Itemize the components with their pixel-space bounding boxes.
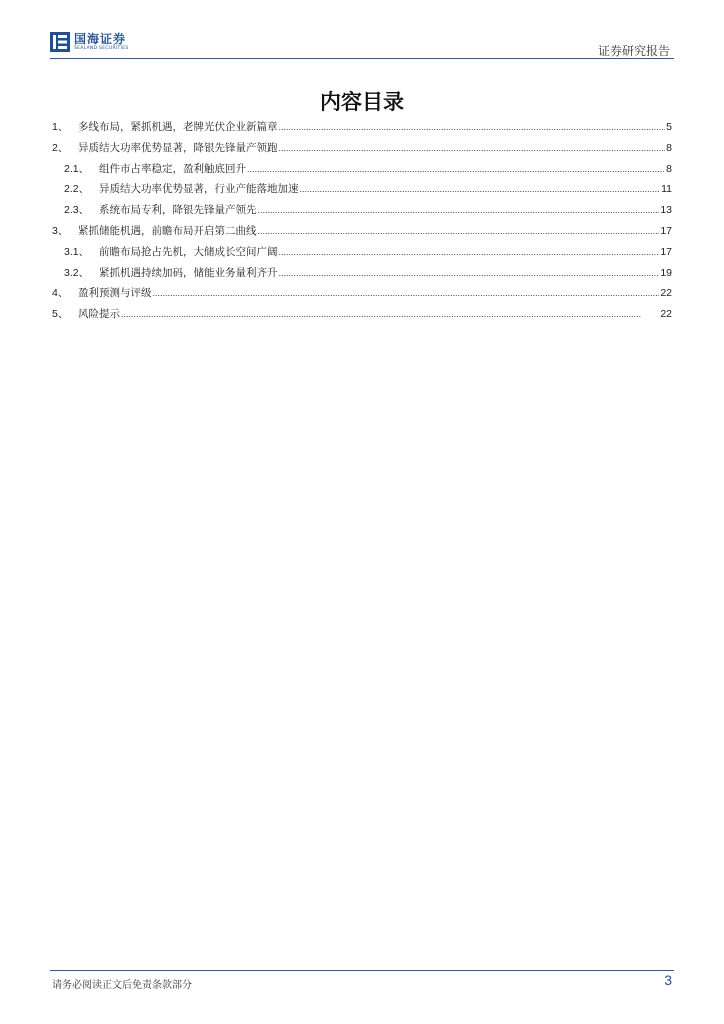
toc-entry-title: 风险提示 xyxy=(78,308,120,321)
toc-entry-number: 3.1、 xyxy=(64,245,90,258)
toc-entry-number: 1、 xyxy=(52,121,69,133)
toc-entry-page: 22 xyxy=(660,287,672,300)
toc-leader-dots xyxy=(300,184,661,194)
toc-leader-dots xyxy=(247,164,665,174)
company-logo xyxy=(50,32,129,52)
toc-entry-number: 3.2、 xyxy=(64,266,90,279)
toc-entry-page: 13 xyxy=(660,204,672,217)
toc-entry-number: 2.3、 xyxy=(64,204,90,217)
report-type-label: 证券研究报告 xyxy=(597,44,670,58)
toc-entry-page: 8 xyxy=(666,141,672,154)
toc-entry[interactable] xyxy=(52,223,672,244)
toc-subentry[interactable] xyxy=(52,181,672,202)
toc-entry[interactable] xyxy=(52,306,672,327)
toc-entry-title: 组件市占率稳定，盈利触底回升 xyxy=(99,162,246,175)
toc-entry-title: 异质结大功率优势显著，降银先锋量产领跑 xyxy=(78,141,278,154)
toc-leader-dots xyxy=(279,247,660,257)
toc-subentry[interactable] xyxy=(52,161,672,182)
page-number: 3 xyxy=(664,972,672,988)
toc-entry-page: 19 xyxy=(660,266,672,279)
toc-entry-number: 2.1、 xyxy=(64,162,90,175)
toc-entry-number: 5、 xyxy=(52,308,69,321)
toc-entry-number: 4、 xyxy=(52,287,69,300)
toc-leader-dots xyxy=(121,309,659,319)
logo-chinese-name: 国海证券 xyxy=(74,31,127,46)
toc-title: 内容目录 xyxy=(320,89,404,114)
toc-leader-dots xyxy=(279,122,666,132)
toc-subentry[interactable] xyxy=(52,244,672,265)
toc-subentry[interactable] xyxy=(52,202,672,223)
toc-entry-title: 系统布局专利，降银先锋量产领先 xyxy=(99,204,257,217)
toc-entry-page: 22 xyxy=(660,308,672,321)
page-header xyxy=(50,28,674,62)
toc-entry-page: 17 xyxy=(660,224,672,237)
toc-entry-title: 紧抓储能机遇，前瞻布局开启第二曲线 xyxy=(78,224,257,237)
toc-entry[interactable] xyxy=(52,140,672,161)
toc-leader-dots xyxy=(258,205,660,215)
toc-leader-dots xyxy=(279,143,666,153)
toc-leader-dots xyxy=(279,268,660,278)
sealand-logo-icon xyxy=(50,32,70,52)
table-of-contents xyxy=(52,119,672,327)
toc-leader-dots xyxy=(258,226,660,236)
footer-divider xyxy=(50,970,674,971)
toc-subentry[interactable] xyxy=(52,265,672,286)
logo-english-name: SEALAND SECURITIES xyxy=(74,45,129,51)
toc-entry-page: 17 xyxy=(660,245,672,258)
header-divider xyxy=(50,58,674,59)
toc-entry-number: 3、 xyxy=(52,224,69,237)
toc-entry[interactable] xyxy=(52,285,672,306)
toc-leader-dots xyxy=(153,288,660,298)
toc-entry-title: 多线布局，紧抓机遇，老牌光伏企业新篇章 xyxy=(78,121,278,133)
toc-entry-title: 前瞻布局抢占先机，大储成长空间广阔 xyxy=(99,245,278,258)
toc-entry-number: 2、 xyxy=(52,141,69,154)
disclaimer-text: 请务必阅读正文后免责条款部分 xyxy=(52,980,192,991)
toc-entry-title: 异质结大功率优势显著，行业产能落地加速 xyxy=(99,183,299,196)
toc-entry-title: 紧抓机遇持续加码，储能业务量利齐升 xyxy=(99,266,278,279)
toc-entry-page: 11 xyxy=(661,183,672,196)
toc-entry-title: 盈利预测与评级 xyxy=(78,287,152,300)
toc-entry-number: 2.2、 xyxy=(64,183,90,196)
toc-entry[interactable] xyxy=(52,119,672,140)
toc-entry-page: 8 xyxy=(666,162,672,175)
toc-entry-page: 5 xyxy=(666,121,672,133)
